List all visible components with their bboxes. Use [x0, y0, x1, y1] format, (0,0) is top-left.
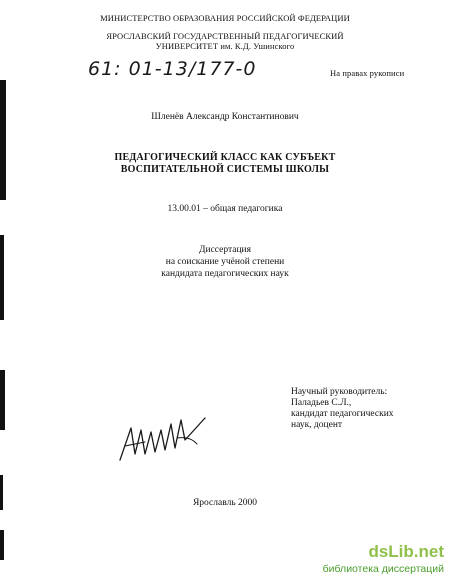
document-type: Диссертация [199, 245, 251, 255]
handwritten-catalog-number: 61: 01-13/177-0 [88, 58, 257, 80]
title-line-1: ПЕДАГОГИЧЕСКИЙ КЛАСС КАК СУБЪЕКТ [114, 152, 336, 163]
supervisor-name: Паладьев С.Л., [291, 398, 352, 408]
manuscript-rights-note: На правах рукописи [330, 68, 405, 78]
title-line-2: ВОСПИТАТЕЛЬНОЙ СИСТЕМЫ ШКОЛЫ [120, 164, 330, 175]
ministry-name: МИНИСТЕРСТВО ОБРАЗОВАНИЯ РОССИЙСКОЙ ФЕДЕРАЦИИ [100, 13, 350, 23]
scan-edge-artifact [0, 370, 5, 430]
city-year: Ярославль 2000 [192, 498, 258, 508]
university-line-1: ЯРОСЛАВСКИЙ ГОСУДАРСТВЕННЫЙ ПЕДАГОГИЧЕСКИЙ [106, 31, 344, 41]
degree-line-2: на соискание учёной степени [165, 257, 285, 267]
watermark [323, 542, 444, 575]
degree-line-3: кандидата педагогических наук [161, 269, 289, 279]
specialty-code: 13.00.01 – общая педагогика [167, 204, 283, 214]
author-name: Шленёв Александр Константинович [151, 112, 299, 122]
scan-edge-artifact [0, 80, 6, 200]
university-line-2: УНИВЕРСИТЕТ им. К.Д. Ушинского [155, 41, 295, 51]
watermark-logo: dsLib.net [368, 542, 444, 561]
author-signature [115, 410, 210, 470]
supervisor-label: Научный руководитель: [291, 387, 388, 397]
supervisor-degree-line-1: кандидат педагогических [291, 409, 394, 419]
supervisor-degree-line-2: наук, доцент [291, 420, 343, 430]
scan-edge-artifact [0, 530, 4, 560]
watermark-caption: библиотека диссертаций [322, 563, 444, 575]
